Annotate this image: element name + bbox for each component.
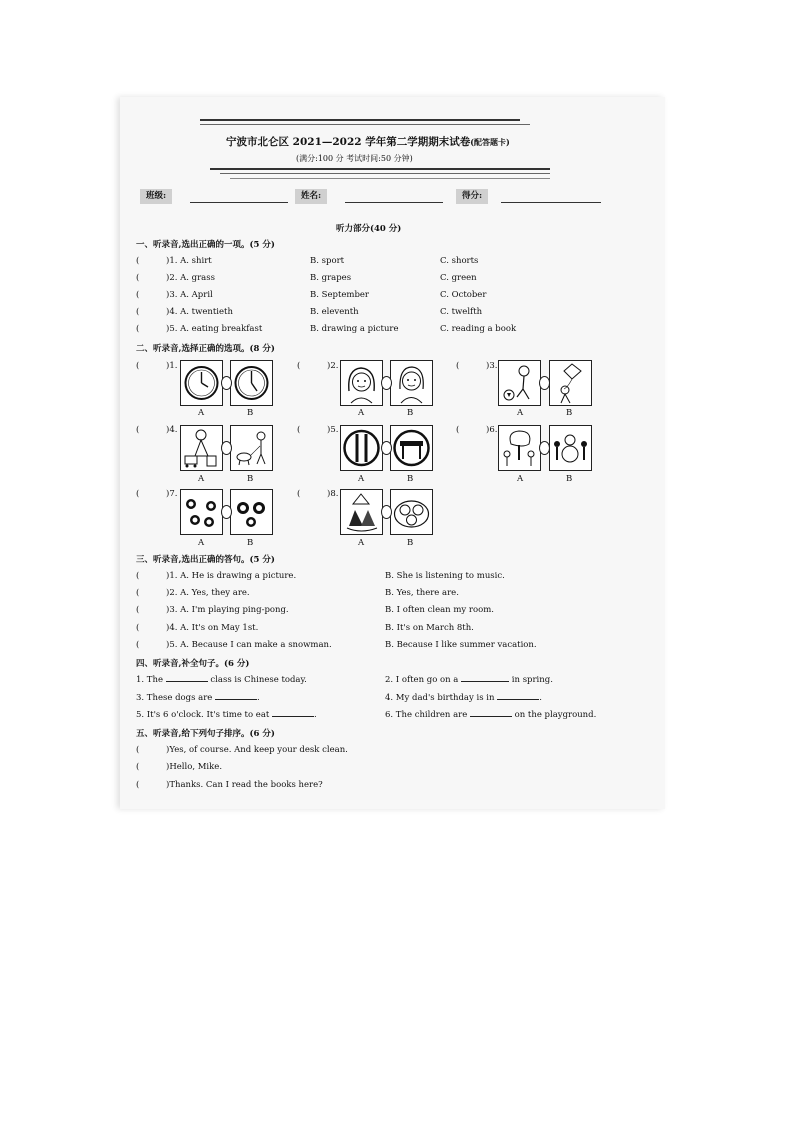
label-a: A — [358, 538, 365, 548]
q1-option-c: C. reading a book — [440, 324, 517, 334]
connector-icon — [381, 376, 392, 390]
connector-icon — [381, 441, 392, 455]
listening-section-title: 听力部分(40 分) — [336, 224, 402, 234]
q1-option-a: )3. A. April — [166, 290, 213, 300]
blank-field[interactable] — [166, 681, 208, 682]
blank-field[interactable] — [215, 699, 257, 700]
label-a: A — [198, 474, 205, 484]
fill-sentence-4: 4. My dad's birthday is in . — [385, 693, 542, 703]
girl-face-icon — [341, 361, 382, 405]
answer-paren[interactable]: ( — [136, 256, 140, 266]
q5-heading: 五、听录音,给下列句子排序。(6 分) — [136, 729, 275, 739]
connector-icon — [381, 505, 392, 519]
label-b: B — [407, 538, 414, 548]
answer-paren[interactable]: ( — [136, 307, 140, 317]
q1-option-c: C. twelfth — [440, 307, 483, 317]
q2-heading: 二、听录音,选择正确的选项。(8 分) — [136, 344, 275, 354]
fill-sentence-6: 6. The children are on the playground. — [385, 710, 597, 720]
header-rule-bottom-thin — [220, 173, 550, 174]
q2-item-number: )7. — [166, 489, 178, 499]
football-picture — [498, 360, 541, 406]
girl-a-picture — [340, 360, 383, 406]
q3-option-a: )3. A. I'm playing ping-pong. — [166, 605, 289, 615]
fill-sentence-3: 3. These dogs are . — [136, 693, 260, 703]
q3-option-b: B. She is listening to music. — [385, 571, 505, 581]
q3-option-a: )1. A. He is drawing a picture. — [166, 571, 297, 581]
answer-paren[interactable]: ( — [136, 324, 140, 334]
walking-dog-icon — [231, 426, 272, 470]
q2-item-number: )5. — [327, 425, 339, 435]
answer-paren[interactable]: ( — [136, 425, 140, 435]
clock-face-icon — [231, 361, 272, 405]
exam-subtitle: (满分:100 分 考试时间:50 分钟) — [296, 154, 413, 163]
snow-picture — [549, 425, 592, 471]
connector-icon — [221, 376, 232, 390]
score-label: 得分: — [456, 189, 488, 204]
answer-paren[interactable]: ( — [136, 489, 140, 499]
connector-icon — [539, 376, 550, 390]
q1-option-a: )2. A. grass — [166, 273, 215, 283]
shopping-picture — [180, 425, 223, 471]
label-b: B — [247, 408, 254, 418]
shopping-girl-icon — [181, 426, 222, 470]
q2-item-number: )1. — [166, 361, 178, 371]
q5-sentence: )Hello, Mike. — [166, 762, 223, 772]
label-a: A — [358, 474, 365, 484]
chopsticks-picture — [340, 425, 383, 471]
snow-children-icon — [550, 426, 591, 470]
q1-heading: 一、听录音,选出正确的一项。(5 分) — [136, 240, 275, 250]
answer-paren[interactable]: ( — [136, 623, 140, 633]
label-a: A — [517, 474, 524, 484]
connector-icon — [221, 505, 232, 519]
answer-paren[interactable]: ( — [297, 361, 301, 371]
header-rule-bottom — [210, 168, 550, 170]
answer-paren[interactable]: ( — [297, 425, 301, 435]
mooncake-picture — [390, 489, 433, 535]
blank-field[interactable] — [470, 716, 512, 717]
class-field[interactable] — [190, 202, 288, 203]
label-b: B — [407, 474, 414, 484]
answer-paren[interactable]: ( — [297, 489, 301, 499]
fill-sentence-1: 1. The class is Chinese today. — [136, 675, 307, 685]
header-rule-top-thin — [200, 124, 530, 125]
label-a: A — [198, 538, 205, 548]
q5-sentence: )Thanks. Can I read the books here? — [166, 780, 323, 790]
kite-picture — [549, 360, 592, 406]
q2-item-number: )8. — [327, 489, 339, 499]
q3-heading: 三、听录音,选出正确的答句。(5 分) — [136, 555, 275, 565]
header-rule-bottom-thin2 — [230, 178, 550, 179]
label-b: B — [566, 474, 573, 484]
label-a: A — [517, 408, 524, 418]
q3-option-b: B. Because I like summer vacation. — [385, 640, 537, 650]
clock-b-picture — [230, 360, 273, 406]
q4-heading: 四、听录音,补全句子。(6 分) — [136, 659, 250, 669]
table-icon — [391, 426, 432, 470]
score-field[interactable] — [501, 202, 601, 203]
q1-option-a: )4. A. twentieth — [166, 307, 233, 317]
football-boy-icon — [499, 361, 540, 405]
answer-paren[interactable]: ( — [136, 290, 140, 300]
dog-walk-picture — [230, 425, 273, 471]
q1-option-c: C. October — [440, 290, 487, 300]
blank-field[interactable] — [497, 699, 539, 700]
exam-paper — [120, 97, 665, 809]
q3-option-a: )2. A. Yes, they are. — [166, 588, 250, 598]
pandas-a-picture — [180, 489, 223, 535]
q1-option-b: B. eleventh — [310, 307, 359, 317]
blank-field[interactable] — [272, 716, 314, 717]
answer-paren[interactable]: ( — [136, 640, 140, 650]
class-label: 班级: — [140, 189, 172, 204]
q1-option-a: )5. A. eating breakfast — [166, 324, 263, 334]
answer-paren[interactable]: ( — [136, 361, 140, 371]
pandas-b-picture — [230, 489, 273, 535]
answer-paren[interactable]: ( — [136, 605, 140, 615]
q3-option-b: B. I often clean my room. — [385, 605, 494, 615]
pandas-icon — [231, 490, 272, 534]
q1-option-b: B. grapes — [310, 273, 352, 283]
tree-children-icon — [499, 426, 540, 470]
zongzi-picture — [340, 489, 383, 535]
connector-icon — [539, 441, 550, 455]
answer-paren[interactable]: ( — [136, 588, 140, 598]
mooncake-icon — [391, 490, 432, 534]
exam-title: 宁波市北仑区 2021—2022 学年第二学期期末试卷(配答题卡) — [226, 136, 510, 148]
q2-item-number: )3. — [486, 361, 498, 371]
label-b: B — [247, 474, 254, 484]
name-field[interactable] — [345, 202, 443, 203]
q1-option-c: C. shorts — [440, 256, 479, 266]
q1-option-a: )1. A. shirt — [166, 256, 212, 266]
girl-b-picture — [390, 360, 433, 406]
clock-face-icon — [181, 361, 222, 405]
q3-option-b: B. Yes, there are. — [385, 588, 459, 598]
chopsticks-icon — [341, 426, 382, 470]
label-b: B — [566, 408, 573, 418]
answer-paren[interactable]: ( — [456, 361, 460, 371]
label-b: B — [407, 408, 414, 418]
fill-sentence-5: 5. It's 6 o'clock. It's time to eat . — [136, 710, 317, 720]
answer-paren[interactable]: ( — [456, 425, 460, 435]
q2-item-number: )6. — [486, 425, 498, 435]
zongzi-icon — [341, 490, 382, 534]
q2-item-number: )2. — [327, 361, 339, 371]
label-b: B — [247, 538, 254, 548]
q1-option-c: C. green — [440, 273, 477, 283]
kite-girl-icon — [550, 361, 591, 405]
label-a: A — [198, 408, 205, 418]
tree-picture — [498, 425, 541, 471]
answer-paren[interactable]: ( — [136, 780, 140, 790]
q1-option-b: B. sport — [310, 256, 345, 266]
girl-face-icon — [391, 361, 432, 405]
q3-option-b: B. It's on March 8th. — [385, 623, 474, 633]
label-a: A — [358, 408, 365, 418]
blank-field[interactable] — [461, 681, 509, 682]
q2-item-number: )4. — [166, 425, 178, 435]
header-rule-top — [200, 119, 520, 121]
name-label: 姓名: — [295, 189, 327, 204]
answer-paren[interactable]: ( — [136, 762, 140, 772]
q3-option-a: )5. A. Because I can make a snowman. — [166, 640, 332, 650]
answer-paren[interactable]: ( — [136, 571, 140, 581]
answer-paren[interactable]: ( — [136, 273, 140, 283]
q1-option-b: B. drawing a picture — [310, 324, 399, 334]
pandas-icon — [181, 490, 222, 534]
fill-sentence-2: 2. I often go on a in spring. — [385, 675, 553, 685]
clock-a-picture — [180, 360, 223, 406]
q1-option-b: B. September — [310, 290, 369, 300]
q3-option-a: )4. A. It's on May 1st. — [166, 623, 259, 633]
table-picture — [390, 425, 433, 471]
connector-icon — [221, 441, 232, 455]
answer-paren[interactable]: ( — [136, 745, 140, 755]
q5-sentence: )Yes, of course. And keep your desk clean. — [166, 745, 348, 755]
